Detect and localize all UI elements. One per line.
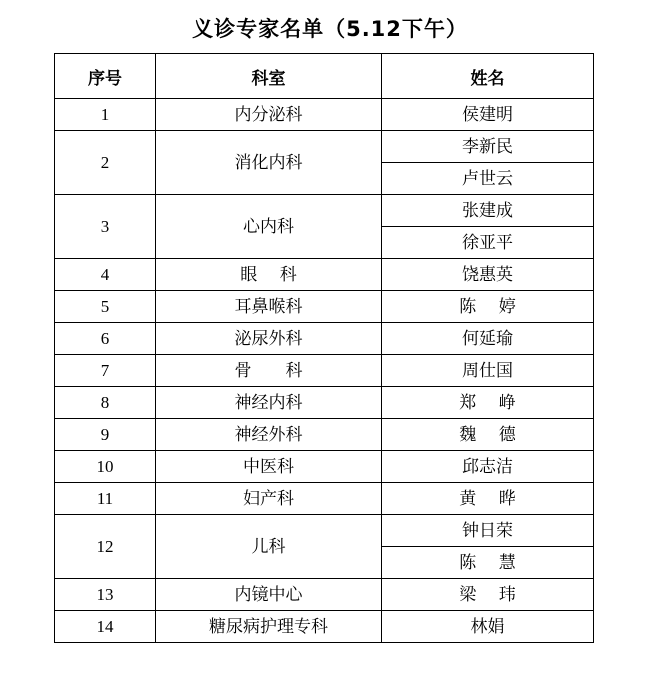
table-row: [55, 99, 594, 131]
table-row: [55, 579, 594, 611]
department-cell: 内镜中心: [156, 579, 382, 611]
table-row: [55, 355, 594, 387]
expert-name-cell: 郑 峥: [382, 387, 594, 419]
row-number-cell: 9: [55, 419, 156, 451]
row-number-cell: 8: [55, 387, 156, 419]
department-cell: 糖尿病护理专科: [156, 611, 382, 643]
department-cell: 心内科: [156, 195, 382, 259]
row-number-cell: 6: [55, 323, 156, 355]
expert-name-cell: 林娟: [382, 611, 594, 643]
expert-name-cell: 徐亚平: [382, 227, 594, 259]
department-cell: 中医科: [156, 451, 382, 483]
table-row: [55, 195, 594, 227]
department-cell: 眼 科: [156, 259, 382, 291]
column-header-name: 姓名: [382, 54, 594, 99]
header-row: [55, 54, 594, 99]
department-cell: 消化内科: [156, 131, 382, 195]
department-cell: 妇产科: [156, 483, 382, 515]
expert-name-cell: 魏 德: [382, 419, 594, 451]
table-row: [55, 387, 594, 419]
expert-name-cell: 饶惠英: [382, 259, 594, 291]
row-number-cell: 1: [55, 99, 156, 131]
expert-name-cell: 卢世云: [382, 163, 594, 195]
expert-name-cell: 李新民: [382, 131, 594, 163]
expert-name-cell: 黄 晔: [382, 483, 594, 515]
column-header-department: 科室: [156, 54, 382, 99]
table-row: [55, 451, 594, 483]
row-number-cell: 5: [55, 291, 156, 323]
department-cell: 内分泌科: [156, 99, 382, 131]
row-number-cell: 12: [55, 515, 156, 579]
row-number-cell: 10: [55, 451, 156, 483]
expert-name-cell: 侯建明: [382, 99, 594, 131]
department-cell: 神经内科: [156, 387, 382, 419]
department-cell: 儿科: [156, 515, 382, 579]
expert-roster-table: [54, 53, 594, 643]
expert-name-cell: 梁 玮: [382, 579, 594, 611]
expert-name-cell: 陈 慧: [382, 547, 594, 579]
row-number-cell: 11: [55, 483, 156, 515]
expert-name-cell: 邱志洁: [382, 451, 594, 483]
row-number-cell: 2: [55, 131, 156, 195]
row-number-cell: 3: [55, 195, 156, 259]
row-number-cell: 4: [55, 259, 156, 291]
table-row: [55, 515, 594, 547]
table-row: [55, 259, 594, 291]
table-row: [55, 419, 594, 451]
expert-name-cell: 张建成: [382, 195, 594, 227]
expert-name-cell: 何延瑜: [382, 323, 594, 355]
table-row: [55, 483, 594, 515]
row-number-cell: 13: [55, 579, 156, 611]
department-cell: 耳鼻喉科: [156, 291, 382, 323]
department-cell: 神经外科: [156, 419, 382, 451]
table-row: [55, 131, 594, 163]
document-title: 义诊专家名单（5.12下午）: [192, 17, 468, 41]
table-row: [55, 611, 594, 643]
expert-name-cell: 钟日荣: [382, 515, 594, 547]
table-row: [55, 291, 594, 323]
expert-name-cell: 陈 婷: [382, 291, 594, 323]
table-row: [55, 323, 594, 355]
row-number-cell: 7: [55, 355, 156, 387]
column-header-number: 序号: [55, 54, 156, 99]
roster-body: [55, 99, 594, 643]
row-number-cell: 14: [55, 611, 156, 643]
department-cell: 骨 科: [156, 355, 382, 387]
expert-name-cell: 周仕国: [382, 355, 594, 387]
department-cell: 泌尿外科: [156, 323, 382, 355]
